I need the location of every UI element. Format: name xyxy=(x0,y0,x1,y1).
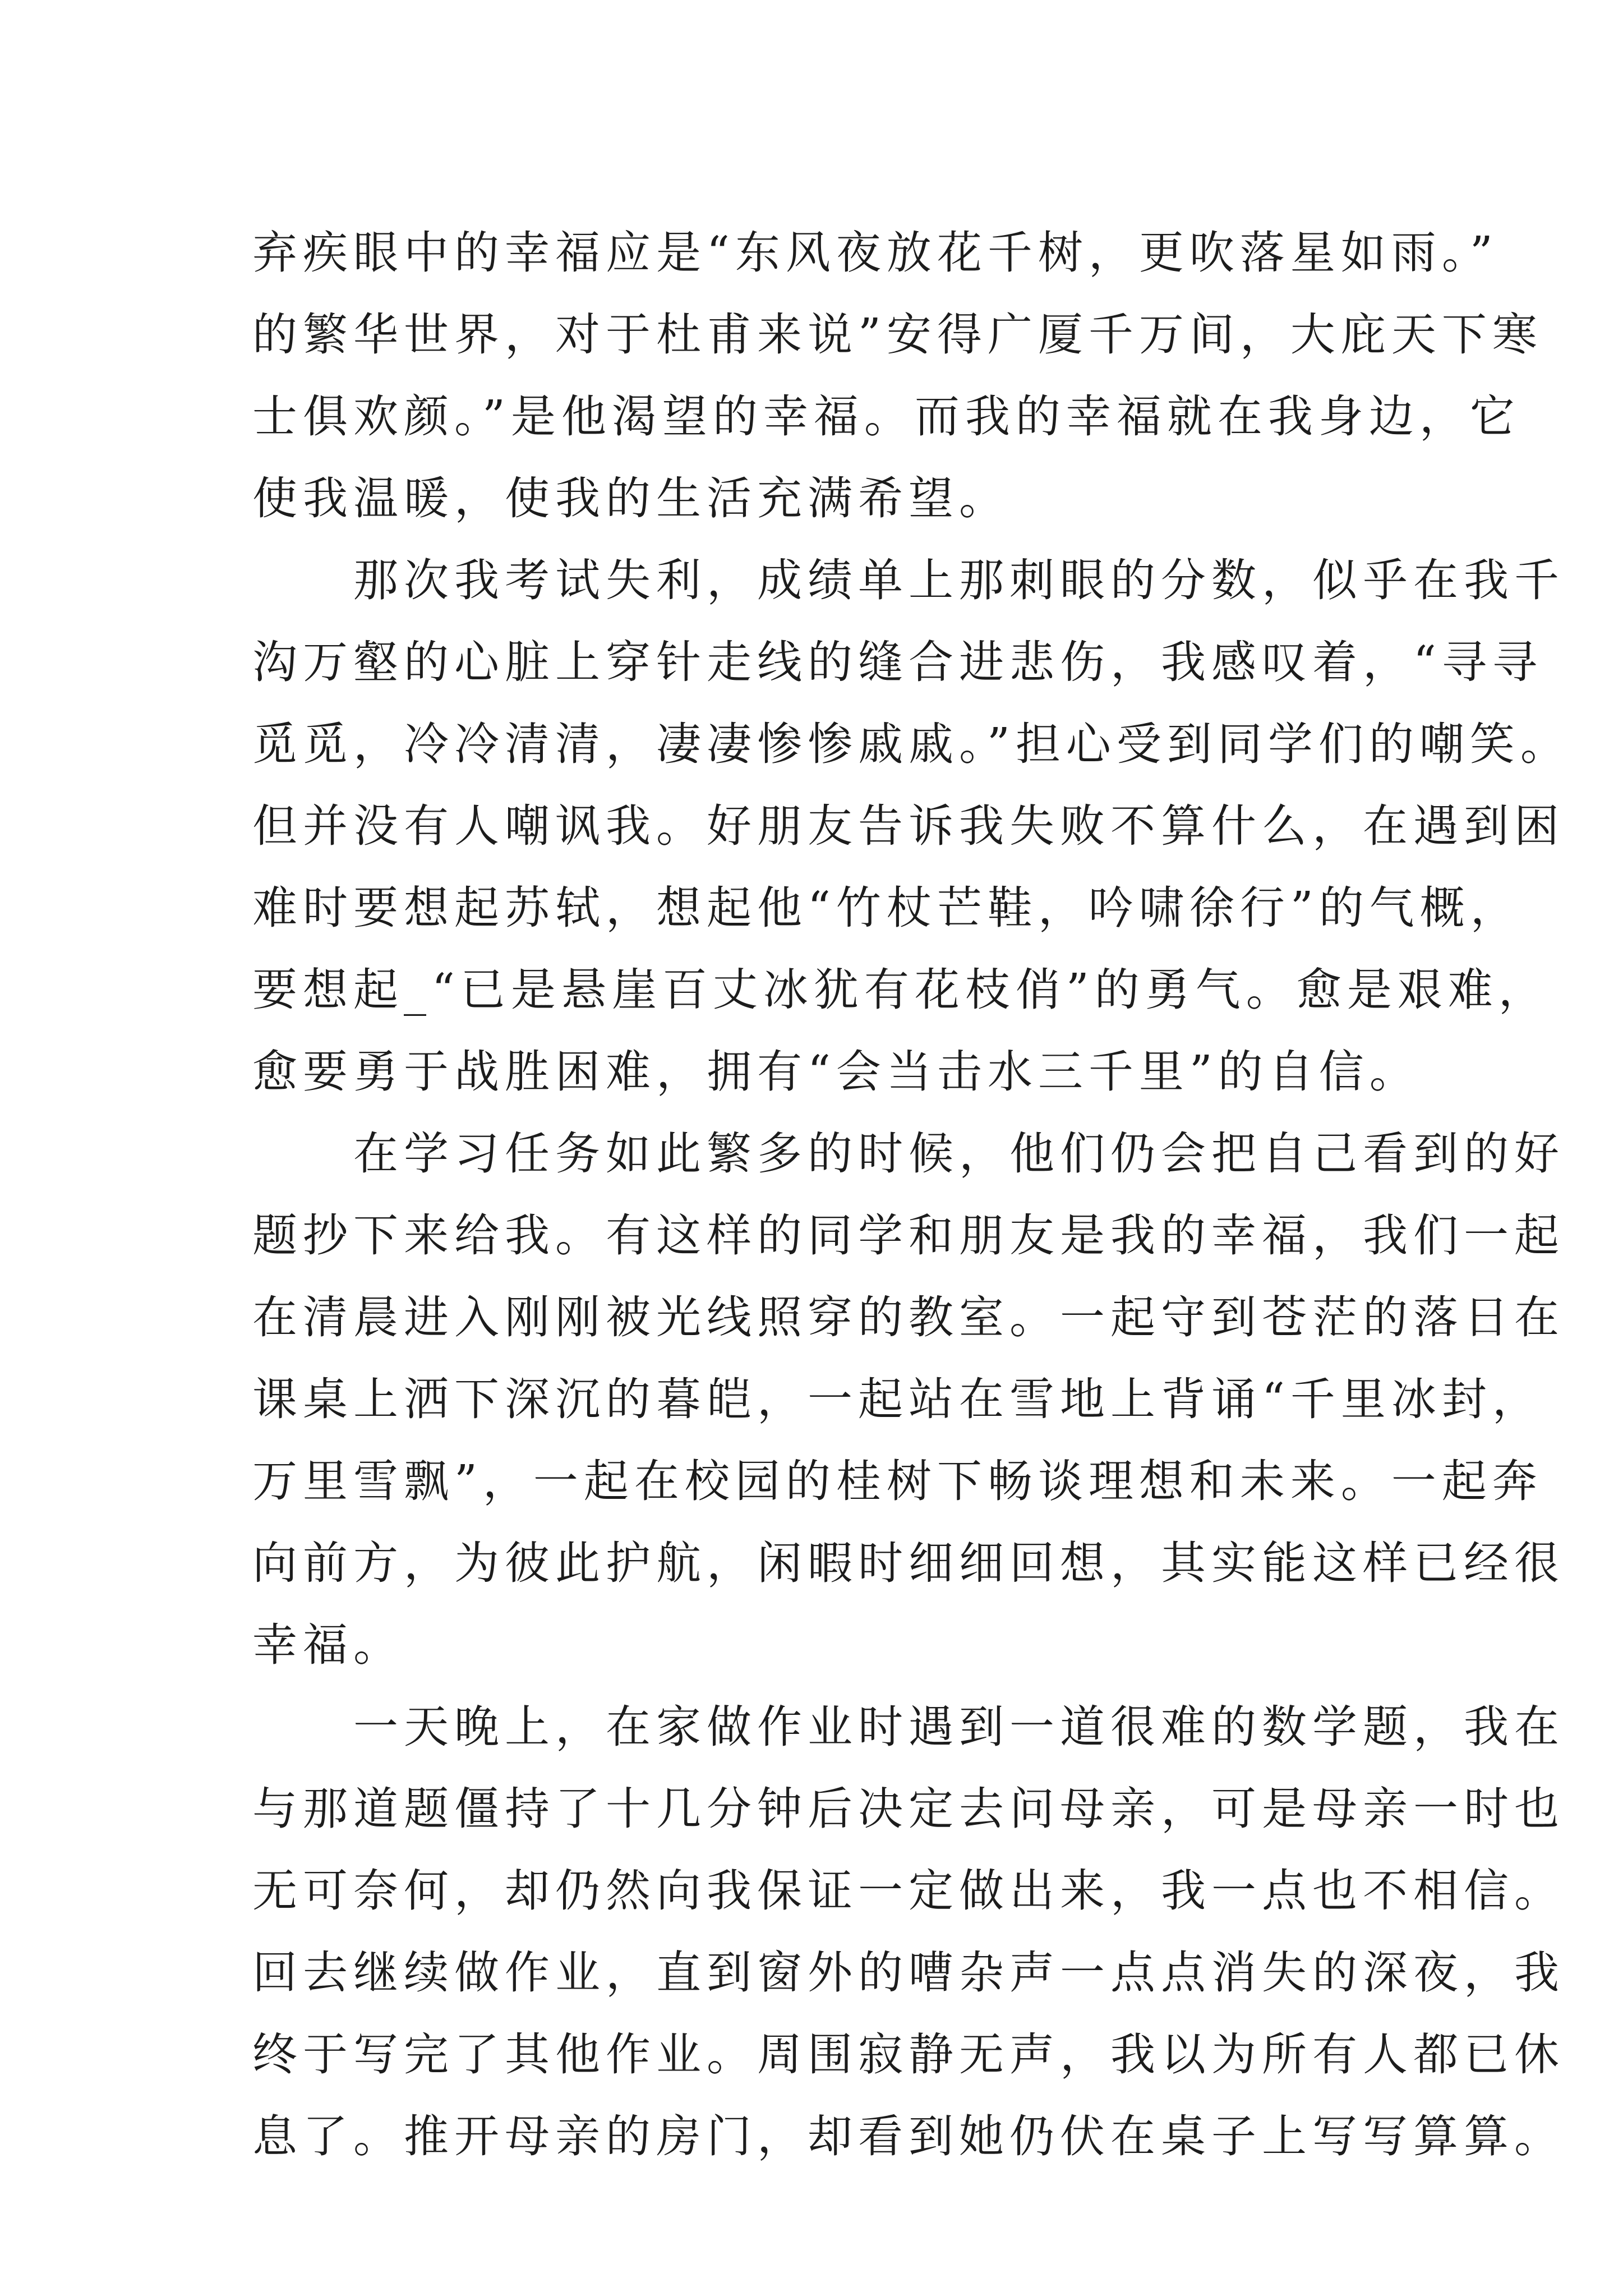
text-line: 幸福。 xyxy=(252,1619,404,1671)
essay-text xyxy=(252,212,1571,2178)
text-line: 息了。推开母亲的房门，却看到她仍伏在桌子上写写算算。 xyxy=(252,2110,1565,2162)
text-line: 一天晚上，在家做作业时遇到一道很难的数学题，我在 xyxy=(252,1701,1565,1753)
text-line: 沟万壑的心脏上穿针走线的缝合进悲伤，我感叹着，“寻寻 xyxy=(252,636,1543,688)
text-line: 无可奈何，却仍然向我保证一定做出来，我一点也不相信。 xyxy=(252,1865,1565,1917)
text-line: 回去继续做作业，直到窗外的嘈杂声一点点消失的深夜，我 xyxy=(252,1947,1565,1999)
text-line: 士俱欢颜。”是他渴望的幸福。而我的幸福就在我身边，它 xyxy=(252,390,1520,443)
text-line: 觅觅，冷冷清清，凄凄惨惨戚戚。”担心受到同学们的嘲笑。 xyxy=(252,718,1571,770)
text-line: 要想起_“已是悬崖百丈冰犹有花枝俏”的勇气。愈是艰难， xyxy=(252,964,1549,1016)
text-line: 弃疾眼中的幸福应是“东风夜放花千树，更吹落星如雨。” xyxy=(252,227,1498,279)
text-line: 向前方，为彼此护航，闲暇时细细回想，其实能这样已经很 xyxy=(252,1537,1565,1589)
text-line: 在学习任务如此繁多的时候，他们仍会把自己看到的好 xyxy=(252,1128,1565,1180)
text-line: 课桌上洒下深沉的暮皑，一起站在雪地上背诵“千里冰封， xyxy=(252,1373,1543,1425)
text-line: 万里雪飘”，一起在校园的桂树下畅谈理想和未来。一起奔 xyxy=(252,1455,1543,1507)
text-line: 使我温暖，使我的生活充满希望。 xyxy=(252,472,1009,524)
text-line: 终于写完了其他作业。周围寂静无声，我以为所有人都已休 xyxy=(252,2028,1565,2081)
text-line: 但并没有人嘲讽我。好朋友告诉我失败不算什么，在遇到困 xyxy=(252,800,1565,852)
text-line: 在清晨进入刚刚被光线照穿的教室。一起守到苍茫的落日在 xyxy=(252,1291,1565,1343)
text-line: 题抄下来给我。有这样的同学和朋友是我的幸福，我们一起 xyxy=(252,1209,1565,1262)
text-line: 与那道题僵持了十几分钟后决定去问母亲，可是母亲一时也 xyxy=(252,1783,1565,1835)
text-line: 的繁华世界，对于杜甫来说”安得广厦千万间，大庇天下寒 xyxy=(252,309,1543,361)
text-line: 那次我考试失利，成绩单上那刺眼的分数，似乎在我千 xyxy=(252,554,1565,606)
text-line: 难时要想起苏轼，想起他“竹杖芒鞋，吟啸徐行”的气概， xyxy=(252,882,1521,934)
text-line: 愈要勇于战胜困难，拥有“会当击水三千里”的自信。 xyxy=(252,1046,1420,1098)
